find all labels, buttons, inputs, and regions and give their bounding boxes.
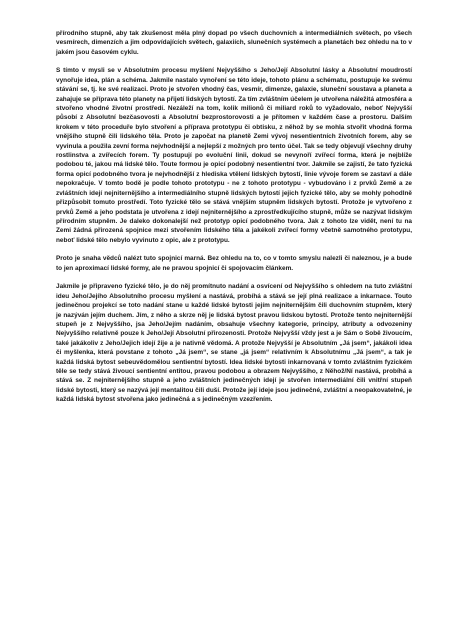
paragraph-creation-plan: S tímto v mysli se v Absolutním procesu myšlení Nejvyššího s Jeho/Její Absolutní lásky a Absolutní moudrostí vynořuje idea, plán a schéma. Jakmile nastalo vynoření se této ideje, tohoto plánu a schématu, postupuje ke svému stávání se, tj. ke své realizaci. Proto je stvořen vhodný čas, vesmír, dimenze, galaxie, sluneční soustava a planeta a zahajuje se příprava této planety na přijetí lidských bytostí. Za tím zvláštním účelem je utvořena náležitá atmosféra a stvořeno vhodné životní prostředí. Nezáleží na tom, kolik milionů či miliard roků to vyžadovalo, neboť Nejvyšší působí z Absolutní bezčasovosti a Absolutní bezprostorovosti a je přítomen v každém čase a prostoru. Dalším krokem v této proceduře bylo stvoření a příprava prototypu či obtisku, z něhož by se mohla stvořit vhodná forma vnějšího stupně čili lidského těla. Proto je započat na planetě Zemi vývoj nesentientních životních forem, aby se vyvinula a použila zevní forma nejvhodnější a nejlepší z možných pro tento účel. Tak se tedy objevují všechny druhy rostlinstva a zvířecích forem. Ty postupují po evoluční linii, dokud se nevynoří zvířecí forma, která je nejblíže podobou té, jakou má lidské tělo. Toute formou je opicí podobný nesentientní tvor. Jakmile se zajistí, že tato fyzická forma opicí podobného tvora je nejvhodnější z hlediska vtělení lidských bytostí, linie vývoje forem se zastaví a dále nepokračuje. V tomto bodě je podle tohoto prototypu - ne z tohoto prototypu - vybudováno i z prvků Země a ze zvláštních idejí nejniternějšího a intermediálního stupně lidských bytostí jejich fyzické tělo, aby se mohly pohodlně přizpůsobit tomuto prostředí. Toto fyzické tělo se stává vnějším stupněm lidských bytostí. Protože je vytvořeno z prvků Země a jeho podstata je utvořena z idejí nejniternějšího a zprostředkujícího stupně, může se nazývat lidským přírodním stupněm. Je dalekо dokonalejší než prototyp opicí podobného tvora. Jak z tohoto lze vidět, není tu na Zemi žádná přirozená spojnice mezi stvořením lidského těla a jakékoli zvířecí formy včetně samotného prototypu, neboť lidské tělo nebylo vyvinuto z opic, ale z prototypu. (56, 67, 412, 244)
paragraph-intro-continuation: přírodního stupně, aby tak zkušenost měla plný dopad po všech duchovních a intermediálních světech, po všech vesmírech, dimenzích a jim odpovídajících světech, galaxiích, slunečních systémech a planetách bez ohledu na to v jakém jsou časovém cyklu. (56, 30, 412, 56)
paragraph-spirit-and-soul: Jakmile je připraveno fyzické tělo, je do něj promítnuto nadání a osvícení od Nejvyššího s ohledem na tuto zvláštní ideu Jeho/Jejího Absolutního procesu myšlení a nastává, probíhá a stává se její plná realizace a inkarnace. Touto jedinečnou projekcí se toto nadání stane u každé lidské bytosti jejím nejniternějším čili duchovním stupněm, který je nazýván jejím duchem. Jím, z něho a skrze něj je lidská bytost pravou lidskou bytostí. Protože tento nejniternější stupeň je z Nejvyššího, jsa Jeho/Jejím nadáním, obsahuje všechny kategorie, principy, atributy a odvozeniny Nejvyššího relativně pouze k Jeho/Její Absolutní přirozenosti. Protože Nejvyšší vždy jest a je Sám o Sobě živoucím, také jakákoliv z Jeho/Jejich idejí žije a je nativně vědomá. A protože Nejvyšší je Absolutním „Já jsem“, jakákoli idea či myšlenka, která povstane z tohoto „Já jsem“, se stane „já jsem“ relativním k Absolutnímu „Já jsem“, a tak je každá lidská bytost sebeuvědomělou sentientní bytostí. Idea lidské bytosti inkarnovaná v tomto zvláštním fyzickém těle se tedy stává živoucí sentientní entitou, pravou podobou a obrazem Nejvyššího, z Něhož/Ní nastává, probíhá a stává se. Z nejniternějšího stupně a jeho zvláštních jedinečných idejí je stvořen intermediální čili vnitřní stupeň lidské bytosti, který se nazývá její mentalitou čili duší. Protože její ideje jsou jedinečné, zvláštní a neopakovatelné, je každá lidská bytost stvořena jako jedinečná a s jedinečným vzezřením. (56, 283, 412, 404)
paragraph-missing-link: Proto je snaha vědců nalézt tuto spojnicí marná. Bez ohledu na to, co v tomto smyslu nalezli či naleznou, je a bude to jen aproximací lidské formy, ale ne pravou spojnicí či spojovacím článkem. (56, 255, 412, 272)
